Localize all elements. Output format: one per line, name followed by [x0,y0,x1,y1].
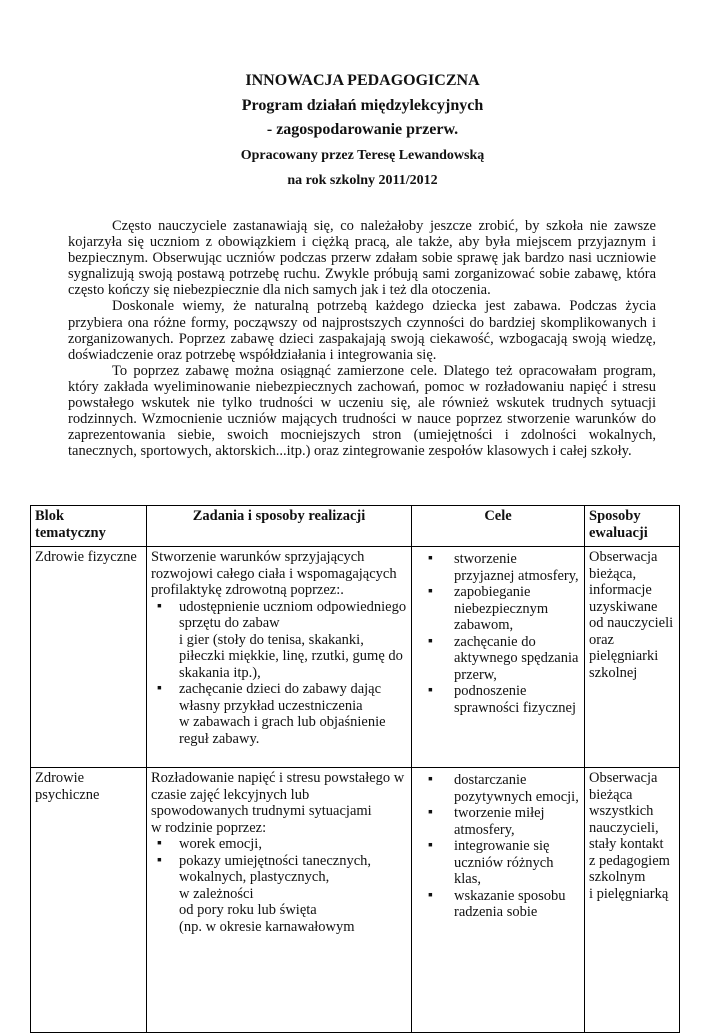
list-item: ▪ zapobieganie niebezpiecznym zabawom, [454,584,580,634]
list-item: ▪ udostępnienie uczniom odpowiedniego sprzętu do zabaw i gier (stoły do tenisa, skakanki, piłeczki miękkie, linę, rzutki, gumę do skakania itp.), [179,599,407,682]
list-item: ▪ podnoszenie sprawności fizycznej [454,683,580,716]
header-blok: Blok tematyczny [31,506,147,547]
table-header-row [31,506,680,547]
table-row [31,768,680,1033]
list-item: ▪ zachęcanie dzieci do zabawy dając własny przykład uczestniczenia w zabawach i grach lub objaśnienie reguł zabawy. [179,681,407,747]
cell-cele [412,547,585,768]
paragraph: Często nauczyciele zastanawiają się, co należałoby jeszcze zrobić, by szkoła nie zawsze kojarzyła się uczniom z obowiązkiem i ciężką pracą, ale także, aby była miejscem przyjaznym i bezpiecznym. Obserwując uczniów podczas przerw zdałam sobie sprawę jak bardzo nasi uczniowie sygnalizują swoją postawą potrzebę ruchu. Zwykle próbują sami zorganizować sobie zabawę, która często kończy się niebezpiecznie dla nich samych jak i też dla otoczenia. [68,218,656,299]
introduction [68,218,656,459]
cell-cele [412,768,585,1033]
author-line: Opracowany przez Teresę Lewandowską [240,148,485,163]
paragraph: To poprzez zabawę można osiągnąć zamierzone cele. Dlatego też opracowałam program, który zakłada wyeliminowanie niebezpiecznych zachowań, pomoc w rozładowaniu napięć i stresu powstałego wskutek nie tylko trudności w uczeniu się, ale również wskutek trudnych sytuacji rodzinnych. Wzmocnienie uczniów mających trudności w nauce poprzez stworzenie warunków do zaprezentowania siebie, swoich mocniejszych stron (umiejętności i zdolności wokalnych, tanecznych, sportowych, aktorskich...itp.) oraz zintegrowanie zespołów klasowych i całej szkoły. [68,362,656,460]
cell-blok: Zdrowie fizyczne [31,547,147,768]
list-item: ▪ stworzenie przyjaznej atmosfery, [454,551,580,584]
goal-list [416,772,580,921]
goal-list [416,551,580,716]
school-year: na rok szkolny 2011/2012 [287,173,438,188]
table-row [31,547,680,768]
cell-ewaluacja: Obserwacja bieżąca wszystkich nauczycieli, stały kontakt z pedagogiem szkolnym i pielęgniarką [585,768,680,1033]
program-table [30,505,680,1033]
subtitle: Program działań międzylekcyjnych [241,97,484,114]
list-item: ▪ worek emocji, [179,836,407,853]
list-item: ▪ wskazanie sposobu radzenia sobie [454,888,580,921]
cell-intro: Stworzenie warunków sprzyjających rozwojowi całego ciała i wspomagających profilaktykę zdrowotną poprzez:. [151,549,397,598]
cell-ewaluacja: Obserwacja bieżąca, informacje uzyskiwane od nauczycieli oraz pielęgniarki szkolnej [585,547,680,768]
list-item: ▪ integrowanie się uczniów różnych klas, [454,838,580,888]
task-list [151,599,407,748]
list-item: ▪ dostarczanie pozytywnych emocji, [454,772,580,805]
list-item: ▪ pokazy umiejętności tanecznych, wokalnych, plastycznych, w zależności od pory roku lub święta (np. w okresie karnawałowym [179,853,407,936]
list-item: ▪ tworzenie miłej atmosfery, [454,805,580,838]
title: INNOWACJA PEDAGOGICZNA [245,72,480,89]
cell-zadania [147,768,412,1033]
subtitle-continued: - zagospodarowanie przerw. [266,121,459,138]
cell-intro: Rozładowanie napięć i stresu powstałego w czasie zajęć lekcyjnych lub spowodowanych trudnymi sytuacjami w rodzinie poprzez: [151,770,405,836]
header-sposoby: Sposoby ewaluacji [585,506,680,547]
task-list [151,836,407,935]
list-item: ▪ zachęcanie do aktywnego spędzania przerw, [454,634,580,684]
cell-zadania [147,547,412,768]
header-zadania: Zadania i sposoby realizacji [147,506,412,547]
paragraph: Doskonale wiemy, że naturalną potrzebą każdego dziecka jest zabawa. Podczas życia przybiera ona różne formy, począwszy od najprostszych czynności do bardziej skomplikowanych i zorganizowanych. Poprzez zabawę dzieci zaspakajają swoją ciekawość, wzbogacają swoją wiedzę, doświadczenie oraz potrzebę współdziałania i integrowania się. [68,298,656,363]
header-cele: Cele [412,506,585,547]
cell-blok: Zdrowie psychiczne [31,768,147,1033]
